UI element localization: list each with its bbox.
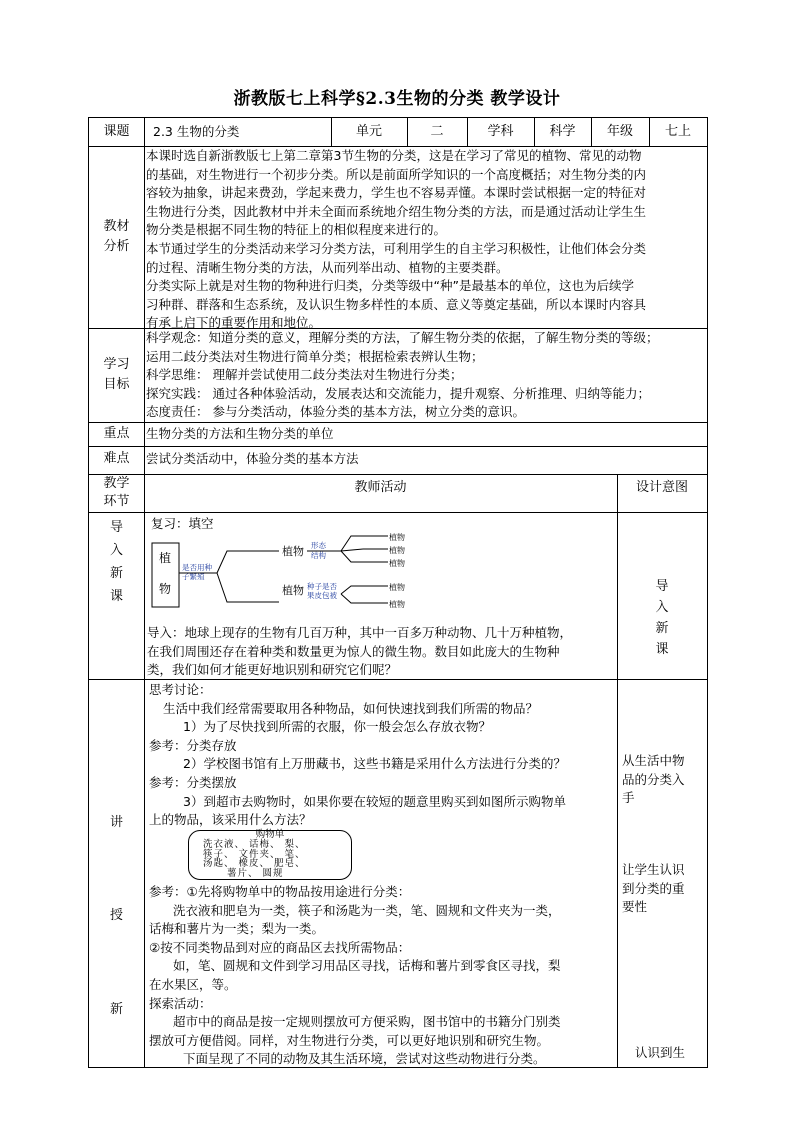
key-point-text: 生物分类的方法和生物分类的单位	[146, 426, 334, 441]
unit-label: 单元	[355, 124, 382, 139]
review-title: 复习：填空	[151, 516, 214, 531]
goals-label: 学习 目标	[103, 357, 130, 392]
diagram-branch-question-1: 是否用种	[182, 563, 212, 572]
lecture-intent-2: 让学生认识 到分类的重 要性	[622, 862, 685, 914]
difficulty-text: 尝试分类活动中，体验分类的基本方法	[146, 451, 359, 466]
analysis-label: 教材 分析	[103, 219, 130, 254]
topic-label: 课题	[103, 124, 130, 139]
goals-text: 科学观念：知道分类的意义，理解分类的方法，了解生物分类的依据，了解生物分类的等级； 运用二歧分类法对生物进行简单分类；根据检索表辨认生物； 科学思维： 理解并尝试使用二歧分类法对生物进行分类； 探究实践： 通过各种体验活动，发展表达和交流能力，提升观察、分析推理、归纳等能力； 态度责任： 参与分类活动，体验分类的基本方法，树立分类的意识。	[146, 330, 659, 420]
intro-stage-label: 导 入 新 课	[109, 520, 123, 604]
lecture-stage-char-3: 新	[109, 1002, 123, 1017]
key-point-label: 重点	[103, 426, 130, 441]
subject-label: 学科	[487, 124, 514, 139]
lecture-stage-char-1: 讲	[109, 815, 123, 830]
stage-header: 教学 环节	[103, 476, 130, 509]
teacher-activity-header: 教师活动	[354, 480, 407, 495]
diagram-lower-criterion-2: 果皮包被	[307, 591, 337, 600]
shopping-row: 洗衣液、 话梅、 梨、	[203, 839, 306, 850]
diagram-branch-question-2: 子繁殖	[182, 572, 205, 581]
shopping-list-title: 购物单	[255, 829, 285, 840]
diagram-upper-leaf-1: 植物	[389, 533, 405, 542]
diagram-root-char-2: 物	[159, 582, 172, 596]
diagram-upper-leaf-3: 植物	[389, 559, 405, 568]
diagram-upper-leaf-2: 植物	[389, 546, 405, 555]
grade-label: 年级	[606, 124, 633, 139]
shopping-list	[188, 830, 352, 880]
shopping-row: 汤匙、 橡皮、 肥皂、	[203, 858, 306, 869]
diagram-lower-node: 植物	[282, 584, 304, 597]
subject-value: 科学	[549, 124, 576, 139]
intro-text: 导入：地球上现存的生物有几百万种，其中一百多万种动物、几十万种植物， 在我们周围还存在着种类和数量更为惊人的微生物。数目如此庞大的生物种 类，我们如何才能更好地识别和研究它们呢？	[147, 625, 573, 678]
shopping-row: 薯片、 圆规	[227, 867, 284, 879]
difficulty-label: 难点	[103, 451, 130, 466]
diagram-lower-leaf-2: 植物	[389, 600, 405, 609]
analysis-text: 本课时选自新浙教版七上第二章第3节生物的分类，这是在学习了常见的植物、常见的动物 的基础，对生物进行一个初步分类。所以是前面所学知识的一个高度概括；对生物分类的内 容较为抽象，讲起来费劲，学起来费力，学生也不容易弄懂。本课时尝试根据一定的特征对 生物进行分类，因此教材中并未全面而系统地介绍生物分类的方法，而是通过活动让学生生 物分类是根据不同生物的特征上的相似程度来进行的。 本节通过学生的分类活动来学习分类方法，可利用学生的自主学习积极性，让他们体会分类 的过程、清晰生物分类的方法，从而列举出动、植物的主要类群。 分类实际上就是对生物的物种进行归类，分类等级中“种”是最基本的单位，这也为后续学 习种群、群落和生态系统，及认识生物多样性的本质、意义等奠定基础，所以本课时内容具 有承上启下的重要作用和地位。	[146, 148, 647, 331]
unit-value: 二	[430, 124, 444, 139]
lecture-intent-3: 认识到生	[635, 1045, 686, 1060]
diagram-lower-criterion-1: 种子是否	[307, 582, 337, 591]
diagram-root-char-1: 植	[159, 551, 172, 565]
topic-value: 2.3 生物的分类	[153, 124, 240, 139]
lecture-intent-1: 从生活中物 品的分类入 手	[622, 753, 685, 805]
diagram-upper-criterion-1: 形态	[311, 541, 326, 550]
grade-value: 七上	[664, 124, 691, 139]
lecture-text-upper: 思考讨论： 生活中我们经常需要取用各种物品，如何快速找到我们所需的物品？ 1）为了尽快找到所需的衣服，你一般会怎么存放衣物？ 参考：分类存放 2）学校图书馆有上万册藏书，这些书籍是采用什么方法进行分类的？ 参考：分类摆放 3）到超市去购物时，如果你要在较短的题意里购买到如图所示购物单 上的物品，该采用什么方法？	[149, 682, 566, 828]
design-intent-header: 设计意图	[635, 480, 688, 495]
diagram-upper-criterion-2: 结构	[311, 551, 326, 560]
page-title: 浙教版七上科学§2.3生物的分类 教学设计	[233, 89, 561, 109]
diagram-lower-leaf-1: 植物	[389, 583, 405, 592]
lecture-stage-char-2: 授	[109, 908, 123, 923]
lesson-plan-table	[88, 117, 708, 1068]
intro-intent: 导 入 新 课	[655, 579, 669, 657]
lecture-text-lower: 参考：①先将购物单中的物品按用途进行分类： 洗衣液和肥皂为一类，筷子和汤匙为一类，笔、圆规和文件夹为一类， 话梅和薯片为一类；梨为一类。 ②按不同类物品到对应的商品区去找所需物品： 如，笔、圆规和文件到学习用品区寻找，话梅和薯片到零食区寻找，梨 在水果区，等。 探索活动： 超市中的商品是按一定规则摆放可方便采购，图书馆中的书籍分门别类 摆放可方便借阅。同样，对生物进行分类，可以更好地识别和研究生物。 下面呈现了不同的动物及其生活环境，尝试对这些动物进行分类。	[149, 884, 561, 1067]
shopping-row: 筷子、 文件夹、 笔、	[203, 848, 306, 860]
diagram-upper-node: 植物	[282, 545, 304, 558]
